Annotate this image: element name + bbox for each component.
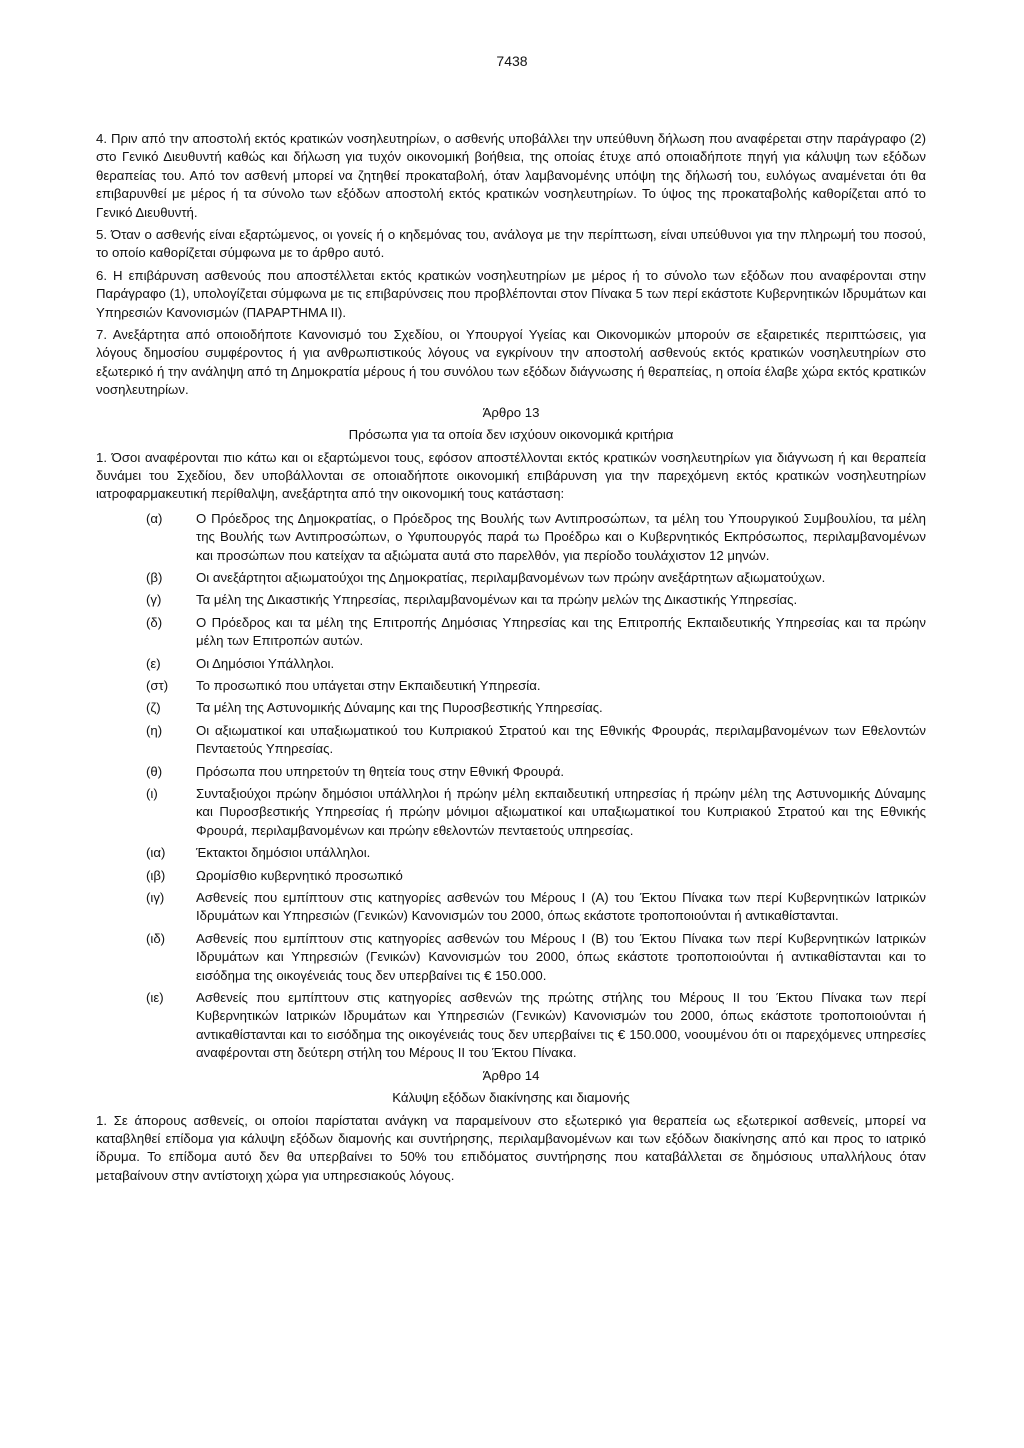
article-14-title: Κάλυψη εξόδων διακίνησης και διαμονής bbox=[392, 1090, 630, 1106]
page-number: 7438 bbox=[496, 53, 528, 69]
article-13-intro: 1. Όσοι αναφέρονται πιο κάτω και οι εξαρτώμενοι τους, εφόσον αποστέλλονται εκτός κρατικών νοσηλευτηρίων για διάγνωση ή και θεραπεία δυνάμει του Σχεδίου, δεν υποβάλλονται σε οποιαδήποτε οικονομική επιβάρυνση για την παρεχόμενη εκτός κρατικών νοσηλευτηρίων ιατροφαρμακευτική περίθαλψη, ανεξάρτητα από την οικονομική τους κατάσταση: bbox=[96, 449, 926, 502]
item-label: (ε) bbox=[146, 655, 161, 671]
item-text: Το προσωπικό που υπάγεται στην Εκπαιδευτική Υπηρεσία. bbox=[196, 677, 541, 693]
list-item bbox=[96, 889, 926, 926]
item-label: (θ) bbox=[146, 763, 163, 779]
list-item bbox=[96, 510, 926, 565]
item-label: (α) bbox=[146, 510, 163, 526]
document-body bbox=[96, 130, 926, 1189]
article-13-number: Άρθρο 13 bbox=[482, 404, 540, 420]
paragraph-4: 4. Πριν από την αποστολή εκτός κρατικών νοσηλευτηρίων, ο ασθενής υποβάλλει την υπεύθυνη δήλωση που αναφέρεται στην παράγραφο (2) στο Γενικό Διευθυντή καθώς και δήλωση για τυχόν οικονομική βοήθεια, της οποίας έτυχε από οποιαδήποτε πηγή για κάλυψη των εξόδων θεραπείας του. Από τον ασθενή μπορεί να ζητηθεί προκαταβολή, όταν λαμβανομένης υπόψη της δήλωσή του, ευλόγως αναμένεται ότι θα επιβαρυνθεί με μέρος ή τα σύνολο των εξόδων αποστολή εκτός κρατικών νοσηλευτηρίων. Το ύψος της προκαταβολής καθορίζεται από το Γενικό Διευθυντή. bbox=[96, 131, 926, 220]
item-label: (η) bbox=[146, 722, 163, 738]
list-item bbox=[96, 989, 926, 1063]
item-text: Ωρομίσθιο κυβερνητικό προσωπικό bbox=[196, 867, 403, 883]
item-text: Πρόσωπα που υπηρετούν τη θητεία τους στην Εθνική Φρουρά. bbox=[196, 763, 565, 779]
article-13-item-list bbox=[96, 510, 926, 1063]
item-label: (ι) bbox=[146, 786, 158, 801]
item-text: Έκτακτοι δημόσιοι υπάλληλοι. bbox=[196, 845, 371, 861]
item-text: Ο Πρόεδρος της Δημοκρατίας, ο Πρόεδρος της Βουλής των Αντιπροσώπων, τα μέλη του Υπουργικού Συμβουλίου, τα μέλη της Βουλής των Αντιπροσώπων, ο Υφυπουργός παρά τω Προέδρω και ο Κυβερνητικός Εκπρόσωπος, περιλαμβανομένων και προσώπων που κατείχαν τα αξιώματα αυτά στο παρελθόν, για περίοδο τουλάχιστον 12 μηνών. bbox=[196, 510, 926, 563]
item-text: Τα μέλη της Αστυνομικής Δύναμης και της Πυροσβεστικής Υπηρεσίας. bbox=[196, 700, 603, 716]
list-item bbox=[96, 655, 926, 673]
article-14-number: Άρθρο 14 bbox=[482, 1067, 540, 1083]
item-text: Ασθενείς που εμπίπτουν στις κατηγορίες ασθενών του Μέρους Ι (Α) του Έκτου Πίνακα των περί Κυβερνητικών Ιατρικών Ιδρυμάτων και Υπηρεσιών (Γενικών) Κανονισμών του 2000, όπως εκάστοτε τροποποιούνται ή αντικαθίστανται. bbox=[196, 890, 926, 924]
item-text: Οι αξιωματικοί και υπαξιωματικού του Κυπριακού Στρατού και της Εθνικής Φρουράς, περιλαμβανομένων των Εθελοντών Πενταετούς Υπηρεσίας. bbox=[196, 722, 926, 757]
item-label: (β) bbox=[146, 569, 163, 585]
list-item bbox=[96, 722, 926, 759]
item-text: Τα μέλη της Δικαστικής Υπηρεσίας, περιλαμβανομένων και τα πρώην μελών της Δικαστικής Υπηρεσίας. bbox=[196, 592, 798, 608]
article-13-title: Πρόσωπα για τα οποία δεν ισχύουν οικονομικά κριτήρια bbox=[348, 427, 674, 443]
paragraph-6: 6. Η επιβάρυνση ασθενούς που αποστέλλεται εκτός κρατικών νοσηλευτηρίων με μέρος ή το σύνολο των εξόδων που αναφέρονται στην Παράγραφο (1), υπολογίζεται σύμφωνα με τις επιβαρύνσεις που προβλέπονται στον Πίνακα 5 των περί εκάστοτε Κυβερνητικών Ιδρυμάτων και Υπηρεσιών Κανονισμών (ΠΑΡΑΡΤΗΜΑ II). bbox=[96, 267, 926, 320]
item-text: Οι ανεξάρτητοι αξιωματούχοι της Δημοκρατίας, περιλαμβανομένων των πρώην ανεξάρτητων αξιωματούχων. bbox=[196, 569, 826, 585]
item-label: (ζ) bbox=[146, 700, 161, 716]
list-item bbox=[96, 867, 926, 885]
item-label: (στ) bbox=[146, 677, 169, 693]
item-label: (ια) bbox=[146, 845, 166, 861]
list-item bbox=[96, 930, 926, 985]
list-item bbox=[96, 614, 926, 651]
paragraph-5: 5. Όταν ο ασθενής είναι εξαρτώμενος, οι γονείς ή ο κηδεμόνας του, ανάλογα με την περίπτωση, είναι υπεύθυνοι για την πληρωμή του ποσού, το οποίο καθορίζεται σύμφωνα με το άρθρο αυτό. bbox=[96, 227, 926, 261]
list-item bbox=[96, 699, 926, 717]
list-item bbox=[96, 591, 926, 609]
item-text: Συνταξιούχοι πρώην δημόσιοι υπάλληλοι ή πρώην μέλη εκπαιδευτική υπηρεσίας ή πρώην μέλη της Αστυνομικής Δύναμης και Πυροσβεστικής Υπηρεσίας ή πρώην μόνιμοι αξιωματικοί και υπαξιωματικοί του Κυπριακού Στρατού και της Εθνικής Φρουρά, περιλαμβανομένων και πρώην εθελοντών πενταετούς υπηρεσίας. bbox=[196, 786, 926, 838]
item-label: (ιε) bbox=[146, 990, 164, 1006]
item-label: (ιδ) bbox=[146, 930, 166, 946]
item-text: Ασθενείς που εμπίπτουν στις κατηγορίες ασθενών της πρώτης στήλης του Μέρους ΙΙ του Έκτου Πίνακα των περί Κυβερνητικών Ιατρικών Ιδρυμάτων και Υπηρεσιών (Γενικών) Κανονισμών του 2000, όπως εκάστοτε τροποποιούνται ή αντικαθίστανται και το εισόδημα της οικογένειάς τους δεν υπερβαίνει τις € 150.000, νοουμένου ότι οι παρεχόμενες υπηρεσίες αναφέρονται στη δεύτερη στήλη του Μέρους ΙΙ του Έκτου Πίνακα. bbox=[196, 990, 926, 1061]
article-14-paragraph-1: 1. Σε άπορους ασθενείς, οι οποίοι παρίσταται ανάγκη να παραμείνουν στο εξωτερικό για θεραπεία ως εξωτερικοί ασθενείς, μπορεί να καταβληθεί επίδομα για κάλυψη εξόδων διαμονής και συντήρησης, περιλαμβανομένων και των εξόδων διακίνησης από και προς το ιατρικό ίδρυμα. Το επίδομα αυτό δεν θα υπερβαίνει το 50% του επιδόματος συντήρησης που καταβάλλεται σε δημόσιους υπαλλήλους όταν μεταβαίνουν στην αντίστοιχη χώρα για υπηρεσιακούς λόγους. bbox=[96, 1112, 926, 1183]
item-text: Οι Δημόσιοι Υπάλληλοι. bbox=[196, 655, 335, 671]
item-text: Ο Πρόεδρος και τα μέλη της Επιτροπής Δημόσιας Υπηρεσίας και της Επιτροπής Εκπαιδευτικής Υπηρεσίας και τα πρώην μέλη των Επιτροπών αυτών. bbox=[196, 614, 926, 649]
list-item bbox=[96, 569, 926, 587]
list-item bbox=[96, 677, 926, 695]
paragraph-7: 7. Ανεξάρτητα από οποιοδήποτε Κανονισμό του Σχεδίου, οι Υπουργοί Υγείας και Οικονομικών μπορούν σε εξαιρετικές περιπτώσεις, για λόγους δημοσίου συμφέροντος ή για ανθρωπιστικούς λόγους να εγκρίνουν την αποστολή ασθενούς εκτός κρατικών νοσηλευτηρίων στο εξωτερικό ή την ανάληψη από τη Δημοκρατία μέρους ή του συνόλου των εξόδων διάγνωσης ή θεραπείας, η οποία έλαβε χώρα εκτός κρατικών νοσηλευτηρίων. bbox=[96, 327, 926, 398]
list-item bbox=[96, 763, 926, 781]
item-label: (ιβ) bbox=[146, 867, 166, 883]
item-label: (ιγ) bbox=[146, 890, 165, 906]
item-label: (δ) bbox=[146, 614, 163, 630]
item-label: (γ) bbox=[146, 592, 162, 608]
item-text: Ασθενείς που εμπίπτουν στις κατηγορίες ασθενών του Μέρους Ι (Β) του Έκτου Πίνακα των περί Κυβερνητικών Ιατρικών Ιδρυμάτων και Υπηρεσιών (Γενικών) Κανονισμών του 2000, όπως εκάστοτε τροποποιούνται ή αντικαθίστανται και το εισόδημα της οικογένειάς τους δεν υπερβαίνει τις € 150.000. bbox=[196, 930, 926, 983]
list-item bbox=[96, 785, 926, 840]
list-item bbox=[96, 844, 926, 862]
